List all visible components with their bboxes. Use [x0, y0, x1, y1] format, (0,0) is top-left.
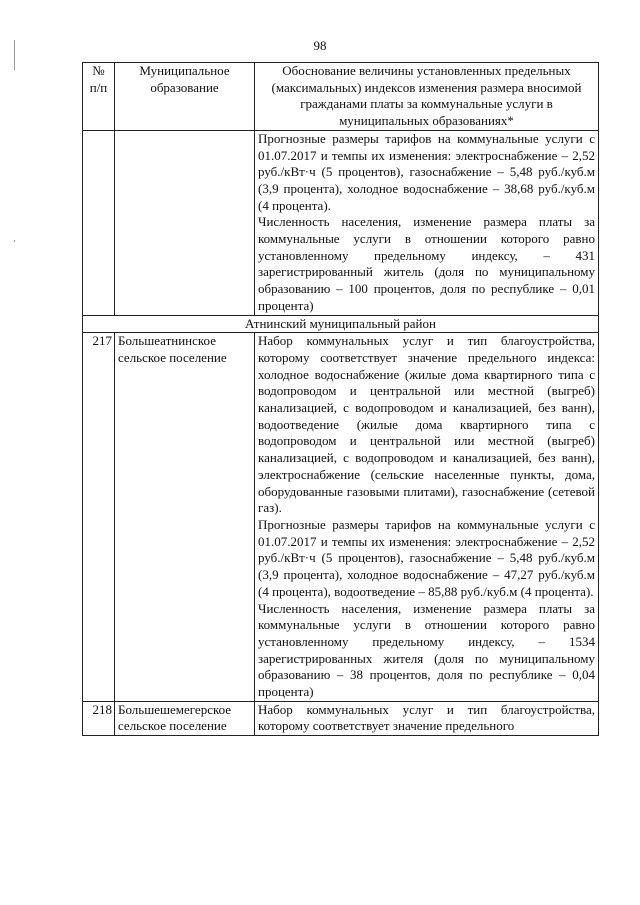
row-justification [255, 333, 599, 701]
table-header-row [83, 63, 599, 131]
region-name: Атнинский муниципальный район [83, 315, 599, 333]
table-row [83, 130, 599, 315]
justification-paragraph: Прогнозные размеры тарифов на коммунальные услуги с 01.07.2017 и темпы их изменения: электроснабжение – 2,52 руб./кВт·ч (5 процентов), газоснабжение – 5,48 руб./куб.м (3,9 процента), холодное водоснабжение – 47,27 руб./куб.м (4 процента), водоотведение – 85,88 руб./куб.м (4 процента). [258, 516, 595, 599]
region-row [83, 315, 599, 333]
row-municipality: Большешемегерское сельское поселение [115, 701, 255, 735]
justification-paragraph: Численность населения, изменение размера платы за коммунальные услуги в отношении которого равно установленному предельному индексу, – 1534 зарегистрированных жителя (доля по муниципальному образованию – 38 процентов, доля по республике – 0,04 процента) [258, 600, 595, 700]
header-municipality: Муниципальное образование [115, 63, 255, 131]
justification-paragraph: Набор коммунальных услуг и тип благоустройства, которому соответствует значение предельного [258, 701, 595, 734]
justification-paragraph: Набор коммунальных услуг и тип благоустройства, которому соответствует значение предельного индекса: холодное водоснабжение (жилые дома квартирного типа с водопроводом и центральной или местной (выгреб) канализацией, с водопроводом и канализацией, без ванн), водоотведение (жилые дома квартирного типа с водопроводом и центральной или местной (выгреб) канализацией, с водопроводом и канализацией, без ванн), электроснабжение (сельские населенные пункты, дома, оборудованные газовыми плитами), газоснабжение (сетевой газ). [258, 333, 595, 516]
row-number [83, 130, 115, 315]
header-justification: Обоснование величины установленных предельных (максимальных) индексов изменения размера вносимой гражданами платы за коммунальные услуги в муниципальных образованиях* [255, 63, 599, 131]
justification-paragraph: Прогнозные размеры тарифов на коммунальные услуги с 01.07.2017 и темпы их изменения: электроснабжение – 2,52 руб./кВт·ч (5 процентов), газоснабжение – 5,48 руб./куб.м (3,9 процента), холодное водоснабжение – 38,68 руб./куб.м (4 процента). [258, 130, 595, 213]
row-justification [255, 701, 599, 735]
scan-artifact [14, 240, 15, 242]
justification-paragraph: Численность населения, изменение размера платы за коммунальные услуги в отношении которого равно установленному предельному индексу, – 431 зарегистрированный житель (доля по муниципальному образованию – 100 процентов, доля по республике – 0,01 процента) [258, 214, 595, 313]
table-row [83, 701, 599, 735]
row-municipality [115, 130, 255, 315]
table-row [83, 333, 599, 701]
page-number: 98 [313, 38, 327, 53]
row-number: 218 [83, 701, 115, 735]
row-municipality: Большеатнинское сельское поселение [115, 333, 255, 701]
row-number: 217 [83, 333, 115, 701]
tariff-table [82, 62, 599, 736]
row-justification [255, 130, 599, 315]
header-num: № п/п [83, 63, 115, 131]
